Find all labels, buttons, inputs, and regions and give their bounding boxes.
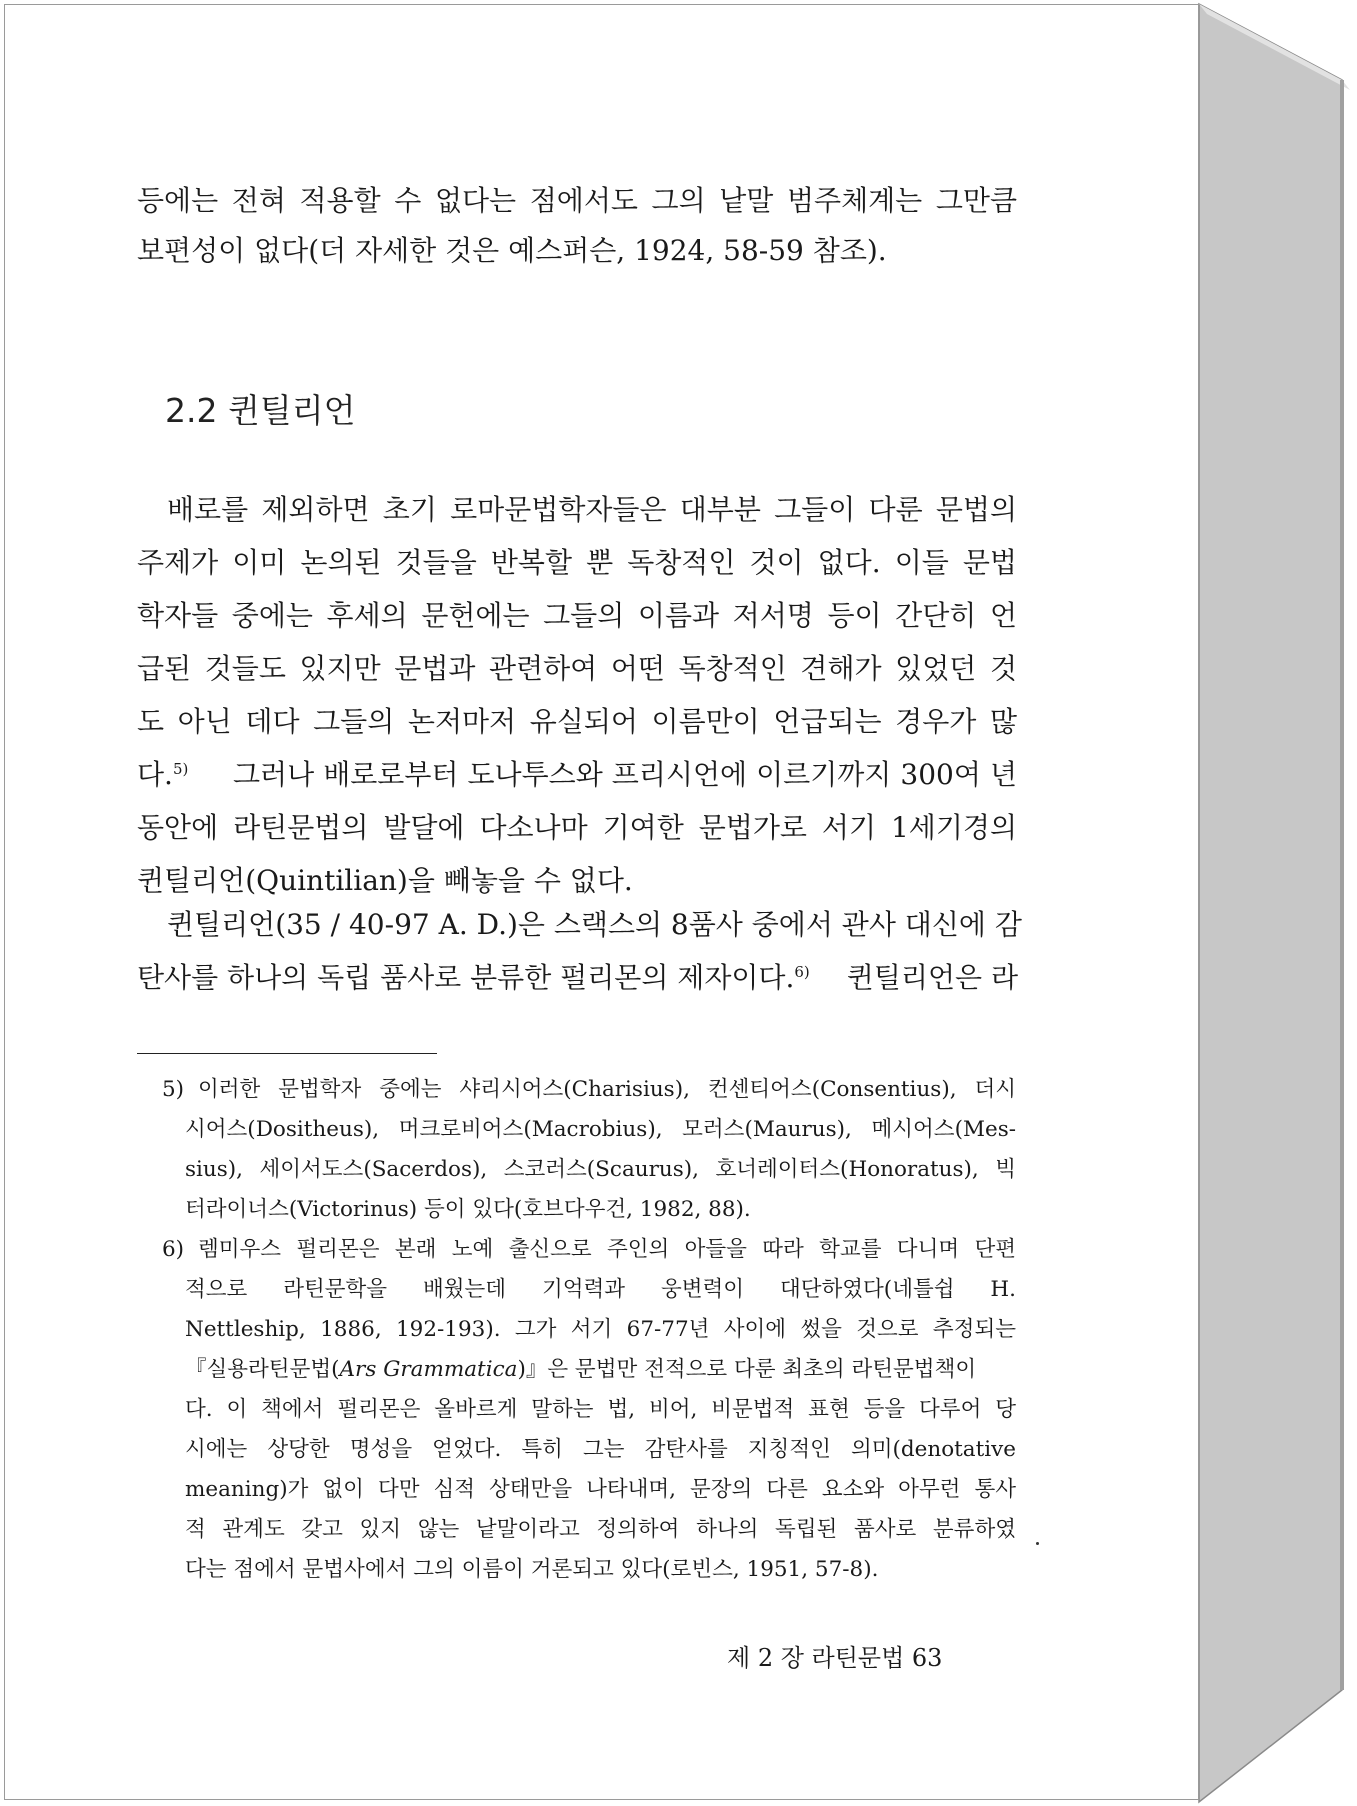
footnote-6-line-1: 렘미우스 펄리몬은 본래 노예 출신으로 주인의 아들을 따라 학교를 다니며 단편 [198,1237,1016,1262]
paragraph1-line-7: 동안에 라틴문법의 발달에 다소나마 기여한 문법가로 서기 1세기경의 [137,811,1017,844]
footnote-separator [137,1053,437,1054]
footnote-6-number: 6) [162,1237,185,1262]
paragraph1-line-2: 주제가 이미 논의된 것들을 반복할 뿐 독창적인 것이 없다. 이들 문법 [137,546,1017,579]
footnote-6-line-2: 적으로 라틴문학을 배웠는데 기억력과 웅변력이 대단하였다(네틀쉽 H. [185,1277,1016,1302]
footnote-ref-6[interactable]: 6) [794,963,810,981]
footnote-6-line-5: 다. 이 책에서 펄리몬은 올바르게 말하는 법, 비어, 비문법적 표현 등을 다루어 당 [185,1397,1016,1422]
footnote-5-line-4: 터라이너스(Victorinus) 등이 있다(호브다우건, 1982, 88). [185,1197,751,1222]
intro-line-1: 등에는 전혀 적용할 수 없다는 점에서도 그의 낱말 범주체계는 그만큼 [137,184,1017,217]
ars-grammatica-title: Ars Grammatica [339,1357,518,1382]
footnote-6-line-3: Nettleship, 1886, 192-193). 그가 서기 67-77년 사이에 썼을 것으로 추정되는 [185,1317,1016,1342]
intro-line-2: 보편성이 없다(더 자세한 것은 예스퍼슨, 1924, 58-59 참조). [137,234,887,267]
paragraph2-line-2: 탄사를 하나의 독립 품사로 분류한 펄리몬의 제자이다. [137,961,795,994]
footnote-6-line-9: 다는 점에서 문법사에서 그의 이름이 거론되고 있다(로빈스, 1951, 57-8). [185,1557,879,1582]
running-footer: 제 2 장 라틴문법 63 [727,1644,943,1672]
paragraph1-line-6-lead-text: 다. [137,758,173,791]
footnote-6-line-4 [185,1353,1016,1387]
section-heading: 2.2 퀸틸리언 [165,391,356,430]
paragraph1-line-6-lead [137,755,217,795]
footnote-ref-5[interactable]: 5) [172,760,189,778]
footnote-6-line-4-tail: )』은 문법만 전적으로 다룬 최초의 라틴문법책이 [517,1357,977,1382]
footnote-5-line-3: sius), 세이서도스(Sacerdos), 스코러스(Scaurus), 호너레이터스(Honoratus), 빅 [185,1157,1016,1182]
footnote-6-line-4-lead: 『실용라틴문법( [185,1357,340,1382]
footnote-5-line-2: 시어스(Dositheus), 머크로비어스(Macrobius), 모러스(Maurus), 메시어스(Mes- [185,1117,1016,1142]
paragraph1-line-6: 그러나 배로로부터 도나투스와 프리시언에 이르기까지 300여 년 [233,758,1017,791]
stray-mark [1036,1542,1039,1545]
paragraph1-line-8: 퀸틸리언(Quintilian)을 빼놓을 수 없다. [137,864,633,897]
paragraph2-line-2-wrap [137,958,837,998]
paragraph1-line-3: 학자들 중에는 후세의 문헌에는 그들의 이름과 저서명 등이 간단히 언 [137,599,1017,632]
footnote-5-line-1: 이러한 문법학자 중에는 샤리시어스(Charisius), 컨센티어스(Consentius), 더시 [198,1077,1016,1102]
paragraph2-line-2-tail: 퀸틸리언은 라 [846,961,1018,994]
paragraph1-line-4: 급된 것들도 있지만 문법과 관련하여 어떤 독창적인 견해가 있었던 것 [137,652,1017,685]
footnote-6-line-6: 시에는 상당한 명성을 얻었다. 특히 그는 감탄사를 지칭적인 의미(denotative [185,1437,1016,1462]
footnote-6-line-8: 적 관계도 갖고 있지 않는 낱말이라고 정의하여 하나의 독립된 품사로 분류하였 [185,1517,1016,1542]
footnote-5-number: 5) [162,1077,185,1102]
paragraph2-line-1: 퀸틸리언(35 / 40-97 A. D.)은 스랙스의 8품사 중에서 관사 대신에 감 [167,908,1022,941]
footnote-6-line-7: meaning)가 없이 다만 심적 상태만을 나타내며, 문장의 다른 요소와 아무런 통사 [185,1477,1016,1502]
paragraph1-line-1: 배로를 제외하면 초기 로마문법학자들은 대부분 그들이 다룬 문법의 [167,493,1017,526]
paragraph1-line-5: 도 아닌 데다 그들의 논저마저 유실되어 이름만이 언급되는 경우가 많 [137,705,1017,738]
